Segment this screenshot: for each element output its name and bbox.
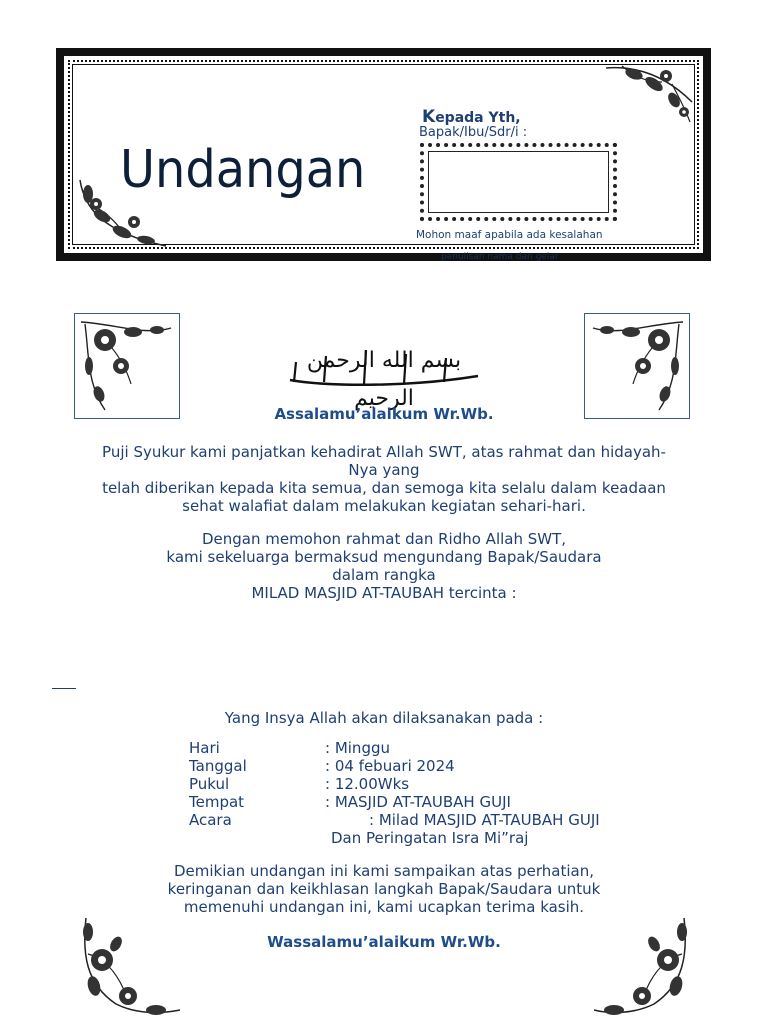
floral-frame-left <box>74 313 180 419</box>
detail-label: Tanggal <box>189 757 247 775</box>
detail-value: : Minggu <box>325 739 390 757</box>
detail-value: : 04 febuari 2024 <box>325 757 455 775</box>
bismillah-text: بسم الله الرحمن الرحيم <box>306 348 462 411</box>
paragraph-invitation <box>0 530 768 602</box>
paragraph-invitation-line: Dengan memohon rahmat dan Ridho Allah SWT, <box>201 530 567 548</box>
detail-label: Pukul <box>189 775 230 793</box>
detail-value: : Milad MASJID AT-TAUBAH GUJI <box>369 811 600 829</box>
floral-bottom-right-icon <box>590 914 694 1022</box>
paragraph-invitation-line: dalam rangka <box>332 566 436 584</box>
detail-label: Acara <box>189 811 232 829</box>
recipient-name-box[interactable] <box>420 143 617 221</box>
paragraph-thanks-line: telah diberikan kepada kita semua, dan semoga kita selalu dalam keadaan <box>102 479 666 497</box>
recipient-salutation: Bapak/Ibu/Sdr/i : <box>419 125 528 140</box>
paragraph-closing-line: Demikian undangan ini kami sampaikan atas perhatian, <box>174 862 594 880</box>
stray-underline <box>52 688 76 689</box>
paragraph-thanks <box>0 443 768 515</box>
floral-bottom-left-icon <box>76 914 186 1022</box>
detail-label: Tempat <box>189 793 245 811</box>
closing-greeting: Wassalamu’alaikum Wr.Wb. <box>267 933 501 951</box>
paragraph-closing <box>0 862 768 916</box>
name-apology-note: Mohon maaf apabila ada kesalahan <box>416 229 603 241</box>
paragraph-invitation-line: MILAD MASJID AT-TAUBAH tercinta : <box>251 584 517 602</box>
recipient-name-box-inner <box>428 151 609 213</box>
paragraph-thanks-line: Puji Syukur kami panjatkan kehadirat Allah SWT, atas rahmat dan hidayah- <box>102 443 666 461</box>
detail-value: Dan Peringatan Isra Mi”raj <box>331 829 529 847</box>
paragraph-closing-line: memenuhi undangan ini, kami ucapkan terima kasih. <box>183 898 585 916</box>
bismillah-calligraphy <box>284 342 484 411</box>
name-apology-note-line2: penulisan nama dan gelar <box>441 252 559 262</box>
invitation-title: Undangan <box>120 140 366 200</box>
paragraph-thanks-line: Nya yang <box>348 461 420 479</box>
event-intro: Yang Insya Allah akan dilaksanakan pada : <box>224 709 544 727</box>
paragraph-closing-line: keringanan dan keikhlasan langkah Bapak/Saudara untuk <box>167 880 601 898</box>
envelope-floral-top-right-icon <box>602 62 698 130</box>
paragraph-thanks-line: sehat walafiat dalam melakukan kegiatan sehari-hari. <box>182 497 586 515</box>
recipient-heading-initial: K <box>422 107 436 127</box>
detail-value: : MASJID AT-TAUBAH GUJI <box>325 793 511 811</box>
detail-value: : 12.00Wks <box>325 775 410 793</box>
floral-frame-right <box>584 313 690 419</box>
opening-greeting: Assalamu’alaikum Wr.Wb. <box>274 405 494 423</box>
paragraph-invitation-line: kami sekeluarga bermaksud mengundang Bapak/Saudara <box>166 548 602 566</box>
detail-label: Hari <box>189 739 220 757</box>
floral-corner-right-icon <box>585 314 689 418</box>
recipient-heading-rest: epada Yth, <box>435 110 521 126</box>
recipient-heading <box>422 107 521 127</box>
floral-corner-left-icon <box>75 314 179 418</box>
